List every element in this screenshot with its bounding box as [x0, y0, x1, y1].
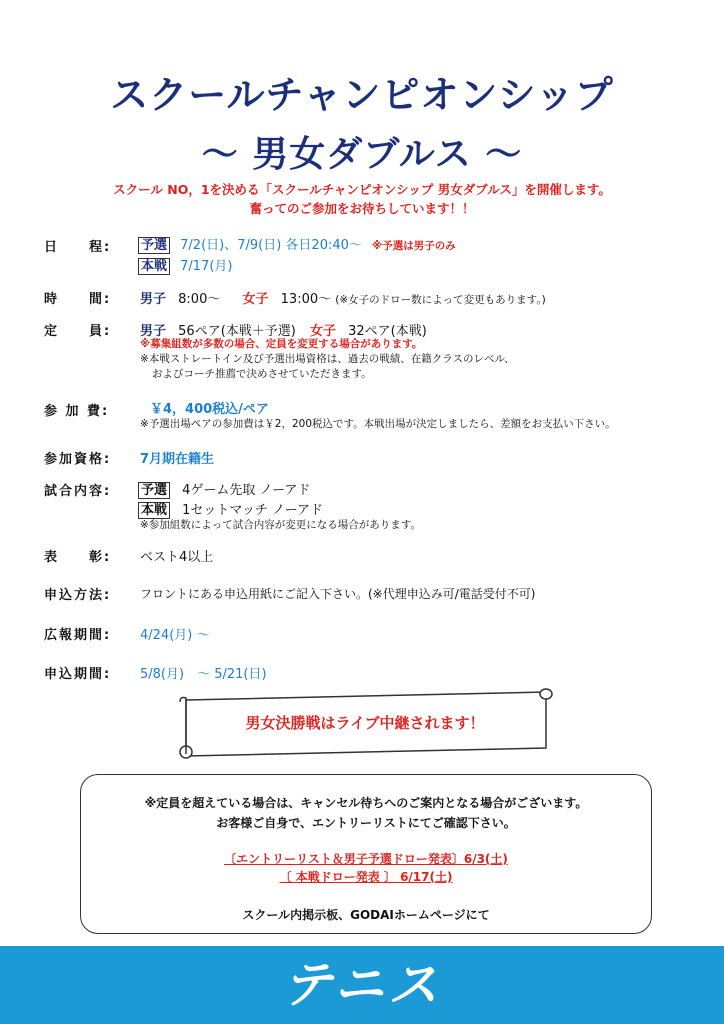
match-note: ※参加組数によって試合内容が変更になる場合があります。	[140, 519, 421, 531]
match-yosen-value: 4ゲーム先取 ノーアド	[182, 483, 311, 498]
match-honsen-tag: 本戦	[138, 502, 170, 519]
honsen-date: 7/17(月)	[180, 259, 233, 274]
info-line-1: ※定員を超えている場合は、キャンセル待ちへのご案内となる場合がございます。	[144, 796, 588, 810]
info-line-3: 〔エントリーリスト＆男子予選ドロー発表〕6/3(土)	[224, 852, 508, 866]
match-honsen-value: 1セットマッチ ノーアド	[182, 503, 323, 518]
capacity-male-value: 56ペア(本戦＋予選)	[178, 324, 296, 339]
time-male-value: 8:00〜	[178, 292, 221, 307]
yosen-tag: 予選	[138, 237, 170, 254]
fee-note: ※予選出場ペアの参加費は￥2，200税込です。本戦出場が決定しましたら、差額をお支払い下さい。	[140, 418, 616, 430]
capacity-female: 女子	[309, 324, 336, 339]
match-label: 試合内容:	[44, 484, 112, 499]
footer-logo-text: テニス	[282, 956, 442, 1014]
intro-line-1: スクール NO，1を決める「スクールチャンピオンシップ 男女ダブルス」を開催します。	[113, 182, 611, 197]
page-subtitle: 〜 男女ダブルス 〜	[201, 133, 523, 175]
fee-value: ￥4，400税込/ペア	[150, 402, 269, 417]
apply-period-label: 申込期間:	[44, 667, 112, 682]
award-label: 表 彰:	[44, 550, 112, 565]
time-female: 女子	[242, 292, 269, 307]
time-values	[140, 288, 546, 307]
intro-line-2: 奮ってのご参加をお待ちしています！！	[249, 201, 475, 216]
eligibility-label: 参加資格:	[44, 452, 112, 467]
schedule-yosen	[138, 234, 456, 253]
time-note: (※女子のドロー数によって変更もあります。)	[335, 294, 546, 306]
schedule-honsen	[138, 255, 233, 274]
capacity-label: 定 員:	[44, 324, 112, 339]
page-title: スクールチャンピオンシップ	[110, 72, 614, 117]
honsen-tag: 本戦	[138, 258, 170, 275]
capacity-female-value: 32ペア(本戦)	[348, 324, 427, 339]
capacity-note-3: およびコーチ推薦で決めさせていただきます。	[152, 368, 372, 380]
award-value: ベスト4以上	[140, 550, 214, 565]
match-yosen-tag: 予選	[138, 482, 170, 499]
pr-period-label: 広報期間:	[44, 628, 112, 643]
time-label: 時 間:	[44, 292, 112, 307]
apply-period-value: 5/8(月) 〜 5/21(日)	[140, 667, 267, 682]
apply-method-value: フロントにある申込用紙にご記入下さい。(※代理申込み可/電話受付不可)	[140, 587, 536, 601]
info-line-5: スクール内掲示板、GODAIホームページにて	[242, 908, 490, 922]
match-honsen	[138, 499, 323, 518]
yosen-dates: 7/2(日)、7/9(日) 各日20:40〜	[180, 238, 362, 253]
info-line-4: 〔 本戦ドロー発表 〕 6/17(土)	[279, 870, 453, 884]
fee-label: 参 加 費:	[44, 404, 110, 419]
capacity-note-2: ※本戦ストレートイン及び予選出場資格は、過去の戦績、在籍クラスのレベル、	[140, 353, 515, 365]
yosen-note: ※予選は男子のみ	[372, 240, 456, 252]
capacity-note-1: ※募集組数が多数の場合、定員を変更する場合があります。	[140, 338, 423, 350]
time-female-value: 13:00〜	[280, 292, 332, 307]
capacity-male: 男子	[140, 324, 167, 339]
apply-method-label: 申込方法:	[44, 588, 112, 603]
match-yosen	[138, 479, 311, 498]
banner-text: 男女決勝戦はライブ中継されます！	[245, 714, 485, 732]
pr-period-value: 4/24(月) 〜	[140, 628, 210, 643]
time-male: 男子	[140, 292, 167, 307]
info-line-2: お客様ご自身で、エントリーリストにてご確認下さい。	[216, 816, 516, 830]
schedule-label: 日 程:	[44, 240, 112, 255]
eligibility-value: 7月期在籍生	[140, 452, 215, 467]
